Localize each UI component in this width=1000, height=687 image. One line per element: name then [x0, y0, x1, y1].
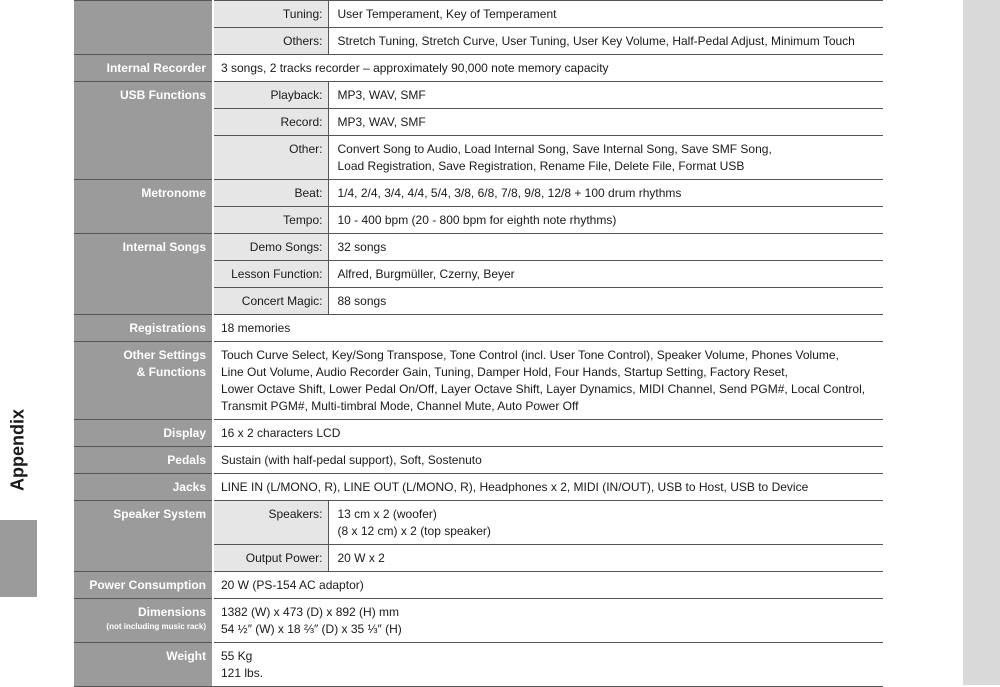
- value-line: Convert Song to Audio, Load Internal Song, Save Internal Song, Save SMF Song,: [337, 142, 772, 156]
- category-label: Metronome: [141, 186, 206, 200]
- spec-row-weight: [74, 643, 883, 687]
- spec-value: [328, 207, 883, 234]
- category-label: Jacks: [172, 480, 206, 494]
- value-line: MP3, WAV, SMF: [337, 115, 426, 129]
- value-line: 1382 (W) x 473 (D) x 892 (H) mm: [221, 605, 400, 619]
- value-line: 32 songs: [337, 240, 387, 254]
- spec-category: [74, 82, 213, 180]
- spec-value: [213, 599, 883, 643]
- spec-sublabel: Concert Magic:: [213, 288, 328, 315]
- value-line: Line Out Volume, Audio Recorder Gain, Tuning, Damper Hold, Four Hands, Startup Setting, Factory Reset,: [221, 365, 788, 379]
- category-label: Internal Recorder: [106, 61, 206, 75]
- spec-sublabel: Beat:: [213, 180, 328, 207]
- spec-value: [213, 315, 883, 342]
- spec-value: [213, 420, 883, 447]
- value-line: 1/4, 2/4, 3/4, 4/4, 5/4, 3/8, 6/8, 7/8, 9/8, 12/8 + 100 drum rhythms: [337, 186, 682, 200]
- spec-category: [74, 315, 213, 342]
- category-label: USB Functions: [120, 88, 206, 102]
- spec-category: [74, 643, 213, 687]
- spec-row-dimensions: [74, 599, 883, 643]
- spec-value: [328, 28, 883, 55]
- spec-value: [328, 1, 883, 28]
- value-line: 121 lbs.: [221, 666, 264, 680]
- spec-row-usb-playback: [74, 82, 883, 109]
- spec-value: [213, 474, 883, 501]
- value-line: 54 ½″ (W) x 18 ⅔″ (D) x 35 ⅓″ (H): [221, 622, 402, 636]
- spec-row-power-consumption: [74, 572, 883, 599]
- spec-sublabel: Playback:: [213, 82, 328, 109]
- spec-row-speakers: [74, 501, 883, 545]
- value-line: User Temperament, Key of Temperament: [337, 7, 557, 21]
- appendix-tab-marker: [0, 520, 37, 597]
- spec-value: [213, 447, 883, 474]
- spec-row-jacks: [74, 474, 883, 501]
- spec-sublabel: Lesson Function:: [213, 261, 328, 288]
- spec-category: [74, 474, 213, 501]
- spec-sublabel: Others:: [213, 28, 328, 55]
- spec-value: [213, 342, 883, 420]
- spec-row-pedals: [74, 447, 883, 474]
- spec-value: [328, 234, 883, 261]
- category-label: Power Consumption: [89, 578, 206, 592]
- value-line: MP3, WAV, SMF: [337, 88, 426, 102]
- value-line: Sustain (with half-pedal support), Soft, Sostenuto: [221, 453, 482, 467]
- value-line: 10 - 400 bpm (20 - 800 bpm for eighth note rhythms): [337, 213, 617, 227]
- value-line: Alfred, Burgmüller, Czerny, Beyer: [337, 267, 515, 281]
- value-line: Lower Octave Shift, Lower Pedal On/Off, Layer Octave Shift, Layer Dynamics, MIDI Channel, Send PGM#, Local Control,: [221, 382, 866, 396]
- value-line: 20 W x 2: [337, 551, 385, 565]
- spec-value: [328, 288, 883, 315]
- spec-value: [328, 545, 883, 572]
- spec-row-display: [74, 420, 883, 447]
- category-label: Dimensions: [137, 605, 206, 619]
- spec-sublabel: Record:: [213, 109, 328, 136]
- spec-row-metronome-beat: [74, 180, 883, 207]
- category-label: Weight: [166, 649, 206, 663]
- spec-sublabel: Tempo:: [213, 207, 328, 234]
- spec-value: [328, 180, 883, 207]
- spec-value: [213, 643, 883, 687]
- spec-value: [328, 109, 883, 136]
- spec-category: [74, 55, 213, 82]
- spec-sublabel: Speakers:: [213, 501, 328, 545]
- appendix-label: Appendix: [7, 408, 28, 492]
- value-line: Touch Curve Select, Key/Song Transpose, Tone Control (incl. User Tone Control), Speaker Volume, Phones Volume,: [221, 348, 839, 362]
- value-line: 55 Kg: [221, 649, 253, 663]
- category-label: Internal Songs: [122, 240, 206, 254]
- spec-category: [74, 572, 213, 599]
- spec-sublabel: Other:: [213, 136, 328, 180]
- spec-category: [74, 180, 213, 234]
- spec-row-other-settings: [74, 342, 883, 420]
- value-line: 16 x 2 characters LCD: [221, 426, 341, 440]
- value-line: (8 x 12 cm) x 2 (top speaker): [337, 524, 491, 538]
- category-label-cont: & Functions: [136, 365, 206, 379]
- value-line: Transmit PGM#, Multi-timbral Mode, Channel Mute, Auto Power Off: [221, 399, 579, 413]
- spec-row-tuning: [74, 1, 883, 28]
- spec-value: [328, 501, 883, 545]
- value-line: 13 cm x 2 (woofer): [337, 507, 437, 521]
- category-label: Other Settings: [123, 348, 206, 362]
- spec-category: [74, 234, 213, 315]
- spec-value: [213, 572, 883, 599]
- value-line: 88 songs: [337, 294, 387, 308]
- value-line: 20 W (PS-154 AC adaptor): [221, 578, 364, 592]
- category-label: Pedals: [167, 453, 206, 467]
- spec-category: [74, 342, 213, 420]
- spec-category: [74, 501, 213, 572]
- value-line: Load Registration, Save Registration, Rename File, Delete File, Format USB: [337, 159, 745, 173]
- spec-category: [74, 447, 213, 474]
- spec-value: [328, 136, 883, 180]
- spec-row-songs-demo: [74, 234, 883, 261]
- spec-row-internal-recorder: [74, 55, 883, 82]
- value-line: LINE IN (L/MONO, R), LINE OUT (L/MONO, R), Headphones x 2, MIDI (IN/OUT), USB to Host, USB to Device: [221, 480, 809, 494]
- spec-value: [328, 82, 883, 109]
- spec-sublabel: Output Power:: [213, 545, 328, 572]
- category-label: Display: [163, 426, 206, 440]
- spec-value: [213, 55, 883, 82]
- spec-row-registrations: [74, 315, 883, 342]
- spec-sublabel: Tuning:: [213, 1, 328, 28]
- spec-category: [74, 1, 213, 55]
- spec-category: [74, 599, 213, 643]
- category-label: Registrations: [129, 321, 206, 335]
- page-edge-strip: [963, 0, 1000, 685]
- specifications-table: [74, 0, 883, 686]
- value-line: 18 memories: [221, 321, 291, 335]
- category-label: Speaker System: [113, 507, 206, 521]
- category-note: (not including music rack): [106, 622, 206, 631]
- spec-category: [74, 420, 213, 447]
- value-line: 3 songs, 2 tracks recorder – approximately 90,000 note memory capacity: [221, 61, 609, 75]
- spec-sublabel: Demo Songs:: [213, 234, 328, 261]
- value-line: Stretch Tuning, Stretch Curve, User Tuning, User Key Volume, Half-Pedal Adjust, Minimum Touch: [337, 34, 855, 48]
- spec-value: [328, 261, 883, 288]
